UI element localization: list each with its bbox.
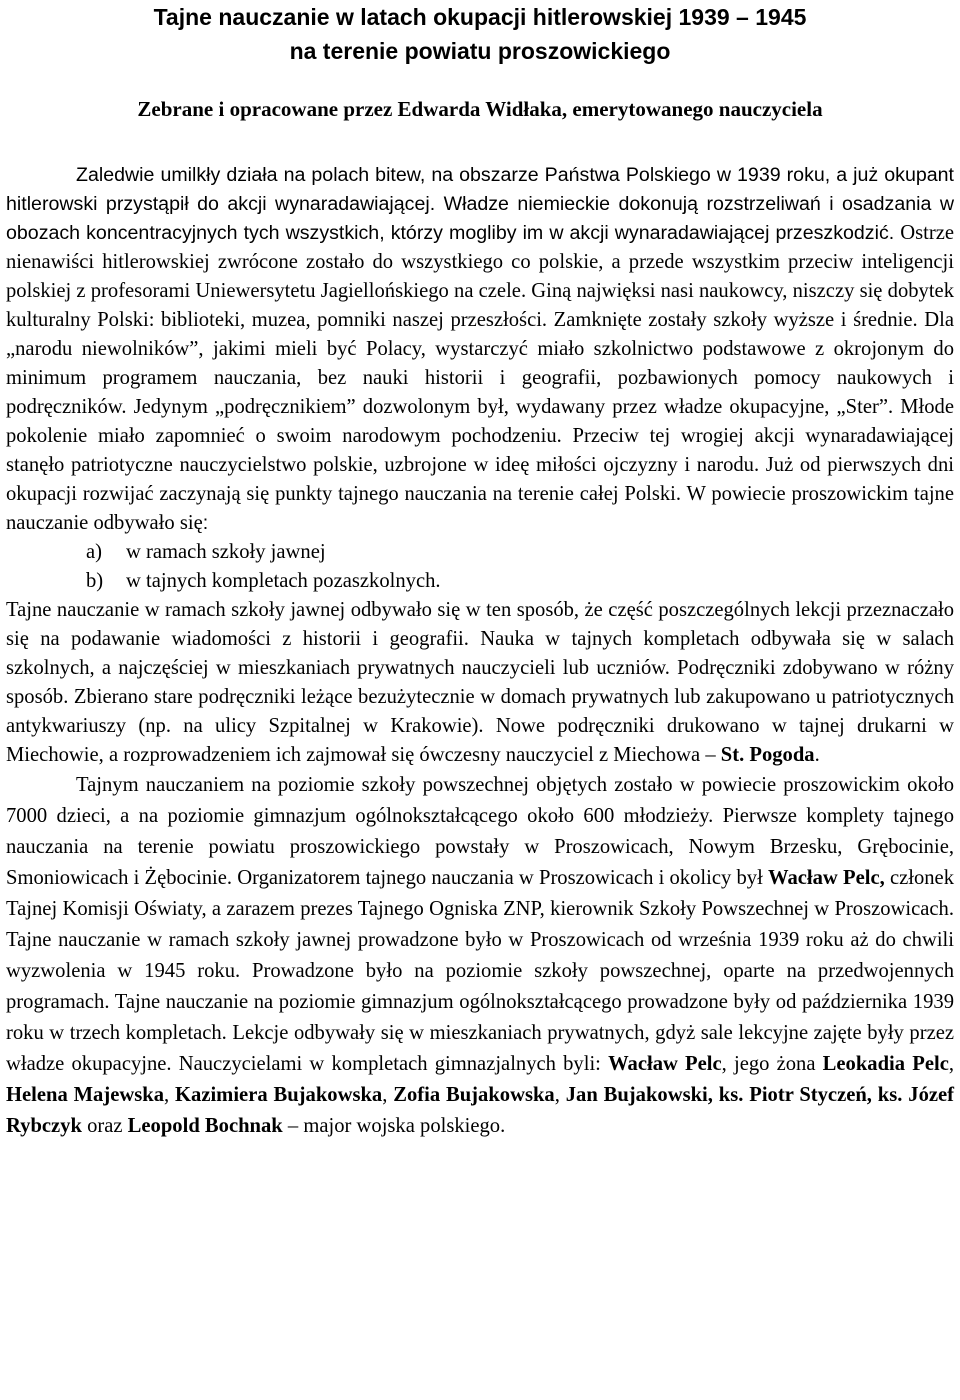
title-line-2: na terenie powiatu proszowickiego xyxy=(289,38,671,64)
person-name: Jan Bujakowski, ks. Piotr Styczeń, ks. Józef Rybczyk xyxy=(6,1084,954,1137)
person-name: Leopold Bochnak xyxy=(127,1115,283,1137)
paragraph-text: – major wojska polskiego. xyxy=(282,1115,506,1137)
paragraph-intro xyxy=(6,161,954,538)
paragraph-intro-sans: Zaledwie umilkły działa na polach bitew, na obszarze Państwa Polskiego w 1939 roku, a już okupant hitlerowski przystąpił do akcji wynaradawiającej. Władze niemieckie dokonują rozstrzeliwań i osadzania w obozach koncentracyjnych tych wszystkich, którzy mogliby im w akcji wynaradawiającej przeszkodzić. xyxy=(6,164,954,244)
paragraph-proszowice xyxy=(6,770,954,1142)
paragraph-intro-serif: Ostrze nienawiści hitlerowskiej zwrócone zostało do wszystkiego co polskie, a przede wszystkim przeciw inteligencji polskiej z profesorami Uniewersytetu Jagiellońskiego na czele. Giną najwięksi nasi naukowcy, niszczy się dobytek kulturalny Polski: biblioteki, muzea, pomniki naszej przeszłości. Zamknięte zostały szkoły wyższe i średnie. Dla „narodu niewolników”, jakimi mieli być Polacy, wystarczyć miało szkolnictwo podstawowe z okrojonym do minimum programem nauczania, bez nauki historii i geografii, pozbawionych pomocy naukowych i podręczników. Jedynym „podręcznikiem” dozwolonym był, wydawany przez władze okupacyjne, „Ster”. Młode pokolenie miało zapomnieć o swoim narodowym pochodzeniu. Przeciw tej wrogiej akcji wynaradawiającej stanęło patriotyczne nauczycielstwo polskie, uzbrojone w ideę miłości ojczyzny i narodu. Już od pierwszych dni okupacji rozwijać zaczynają się punkty tajnego nauczania na terenie całej Polski. W powiecie proszowickim tajne nauczanie odbywało się xyxy=(6,222,954,534)
person-name: Wacław Pelc, xyxy=(768,867,885,889)
list-item xyxy=(86,538,954,567)
separator-text: , xyxy=(554,1084,566,1106)
person-name: Helena Majewska xyxy=(6,1084,164,1106)
paragraph-text: oraz xyxy=(81,1115,128,1137)
list-item xyxy=(86,567,954,596)
paragraph-text: , jego żona xyxy=(721,1053,823,1075)
document-title xyxy=(6,0,954,68)
person-name: St. Pogoda xyxy=(720,744,815,766)
separator-text: , xyxy=(382,1084,394,1106)
paragraph-methods-end: . xyxy=(814,744,820,766)
person-name: Zofia Bujakowska xyxy=(393,1084,555,1106)
person-name: Wacław Pelc xyxy=(608,1053,722,1075)
document-subtitle: Zebrane i opracowane przez Edwarda Widłaka, emerytowanego nauczyciela xyxy=(137,97,823,121)
person-name: Leokadia Pelc xyxy=(822,1053,949,1075)
paragraph-methods xyxy=(6,596,954,770)
title-line-1: Tajne nauczanie w latach okupacji hitlerowskiej 1939 – 1945 xyxy=(153,4,807,30)
paragraph-intro-colon: : xyxy=(202,512,209,534)
paragraph-text: Tajnym nauczaniem na poziomie szkoły powszechnej objętych zostało w powiecie proszowickim około 7000 dzieci, a na poziomie gimnazjum ogólnokształcącego około 600 młodzieży. Pierwsze komplety tajnego nauczania na terenie powiatu proszowickiego powstały w Proszowicach, Nowym Brzesku, Grębocinie, Smoniowicach i Żębocinie. Organizatorem tajnego nauczania w Proszowicach i okolicy był xyxy=(6,774,954,889)
paragraph-methods-text: Tajne nauczanie w ramach szkoły jawnej odbywało się w ten sposób, że część poszczególnych lekcji przeznaczało się na podawanie wiadomości z historii i geografii. Nauka w tajnych kompletach odbywała się w salach szkolnych, a najczęściej w mieszkaniach prywatnych nauczycieli lub uczniów. Podręczniki zdobywano w różny sposób. Zbierano stare podręczniki leżące bezużytecznie w domach prywatnych lub zakupowano u patriotycznych antykwariuszy (np. na ulicy Szpitalnej w Krakowie). Nowe podręczniki drukowano w tajnej drukarni w Miechowie, a rozprowadzeniem ich zajmował się ówczesny nauczyciel z Miechowa – xyxy=(6,599,954,766)
separator-text: , xyxy=(948,1053,954,1075)
separator-text: , xyxy=(164,1084,175,1106)
person-name: Kazimiera Bujakowska xyxy=(175,1084,383,1106)
list-marker: b) xyxy=(86,570,104,592)
teaching-forms-list xyxy=(6,538,954,596)
paragraph-text: członek Tajnej Komisji Oświaty, a zarazem prezes Tajnego Ogniska ZNP, kierownik Szkoły Powszechnej w Proszowicach. Tajne nauczanie w ramach szkoły jawnej prowadzone było w Proszowicach od września 1939 roku aż do chwili wyzwolenia w 1945 roku. Prowadzone było na poziomie szkoły powszechnej, oparte na przedwojennych programach. Tajne nauczanie na poziomie gimnazjum ogólnokształcącego prowadzone były od października 1939 roku w trzech kompletach. Lekcje odbywały się w mieszkaniach prywatnych, gdyż sale lekcyjne zajęte były przez władze okupacyjne. Nauczycielami w kompletach gimnazjalnych byli: xyxy=(6,867,954,1075)
list-item-text: w ramach szkoły jawnej xyxy=(126,541,326,563)
list-item-text: w tajnych kompletach pozaszkolnych. xyxy=(126,570,441,592)
list-marker: a) xyxy=(86,541,102,563)
